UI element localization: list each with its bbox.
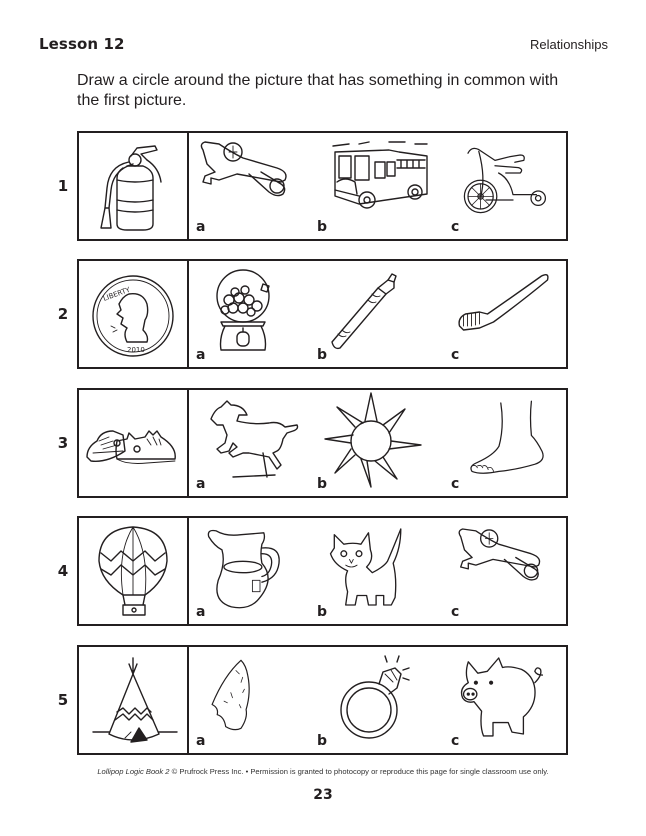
option-label: c (451, 604, 460, 620)
prompt-picture (79, 390, 189, 496)
airplane-icon (197, 138, 297, 226)
hot-air-balloon-icon (87, 523, 179, 619)
option-label: b (317, 604, 328, 620)
copyright-text: © Prufrock Press Inc. • Permission is granted to photocopy or reproduce this page for single classroom use only. (169, 767, 549, 776)
airplane-icon (455, 523, 550, 611)
option-label: b (317, 347, 328, 363)
diamond-ring-icon (323, 652, 423, 740)
sun-icon (321, 395, 421, 483)
lesson-title: Lesson 12 (39, 35, 125, 53)
prompt-picture (79, 261, 189, 367)
option-label: c (451, 476, 460, 492)
option-label: a (196, 219, 206, 235)
question-row-4 (57, 516, 568, 626)
option-label: a (196, 347, 206, 363)
quarter-coin-icon (87, 266, 179, 362)
option-c[interactable] (441, 390, 565, 496)
option-b[interactable] (309, 261, 441, 367)
teepee-icon (87, 652, 179, 748)
instructions: Draw a circle around the picture that has something in common with the first picture. (77, 72, 559, 109)
question-row-5 (57, 645, 568, 755)
topic-title: Relationships (529, 37, 608, 52)
option-label: b (317, 219, 328, 235)
row-number: 4 (57, 562, 69, 580)
sneakers-icon (87, 395, 179, 491)
option-b[interactable] (309, 390, 441, 496)
cat-icon (321, 523, 416, 611)
question-row-1 (57, 131, 568, 241)
option-a[interactable] (189, 647, 309, 753)
row-number: 5 (57, 691, 69, 709)
option-b[interactable] (309, 133, 441, 239)
option-c[interactable] (441, 133, 565, 239)
tricycle-icon (459, 138, 549, 226)
svg-text:2010: 2010 (127, 346, 145, 354)
option-a[interactable] (189, 390, 309, 496)
option-a[interactable] (189, 261, 309, 367)
svg-text:LIBERTY: LIBERTY (102, 285, 132, 303)
question-row-2 (57, 259, 568, 369)
fire-extinguisher-icon (87, 138, 179, 234)
option-a[interactable] (189, 133, 309, 239)
prompt-picture (79, 518, 189, 624)
book-title: Lollipop Logic Book 2 (97, 767, 170, 776)
crayon-icon (324, 266, 424, 354)
option-label: b (317, 476, 328, 492)
option-label: a (196, 604, 206, 620)
fire-truck-icon (324, 138, 434, 226)
toothbrush-icon (451, 266, 556, 354)
gumball-machine-icon (203, 266, 303, 354)
option-c[interactable] (441, 518, 565, 624)
option-label: c (451, 733, 460, 749)
pitcher-icon (203, 523, 298, 611)
horse-icon (199, 395, 307, 483)
option-b[interactable] (309, 647, 441, 753)
option-label: a (196, 733, 206, 749)
option-label: c (451, 219, 460, 235)
row-number: 2 (57, 305, 69, 323)
arrowhead-icon (207, 652, 292, 740)
option-a[interactable] (189, 518, 309, 624)
pig-icon (455, 652, 550, 740)
option-label: b (317, 733, 328, 749)
option-label: a (196, 476, 206, 492)
footer-copyright (0, 767, 646, 776)
option-c[interactable] (441, 261, 565, 367)
option-b[interactable] (309, 518, 441, 624)
row-number: 3 (57, 434, 69, 452)
prompt-picture (79, 647, 189, 753)
row-number: 1 (57, 177, 69, 195)
option-c[interactable] (441, 647, 565, 753)
question-row-3 (57, 388, 568, 498)
prompt-picture (79, 133, 189, 239)
foot-icon (463, 395, 553, 483)
page-number: 23 (313, 787, 333, 803)
option-label: c (451, 347, 460, 363)
